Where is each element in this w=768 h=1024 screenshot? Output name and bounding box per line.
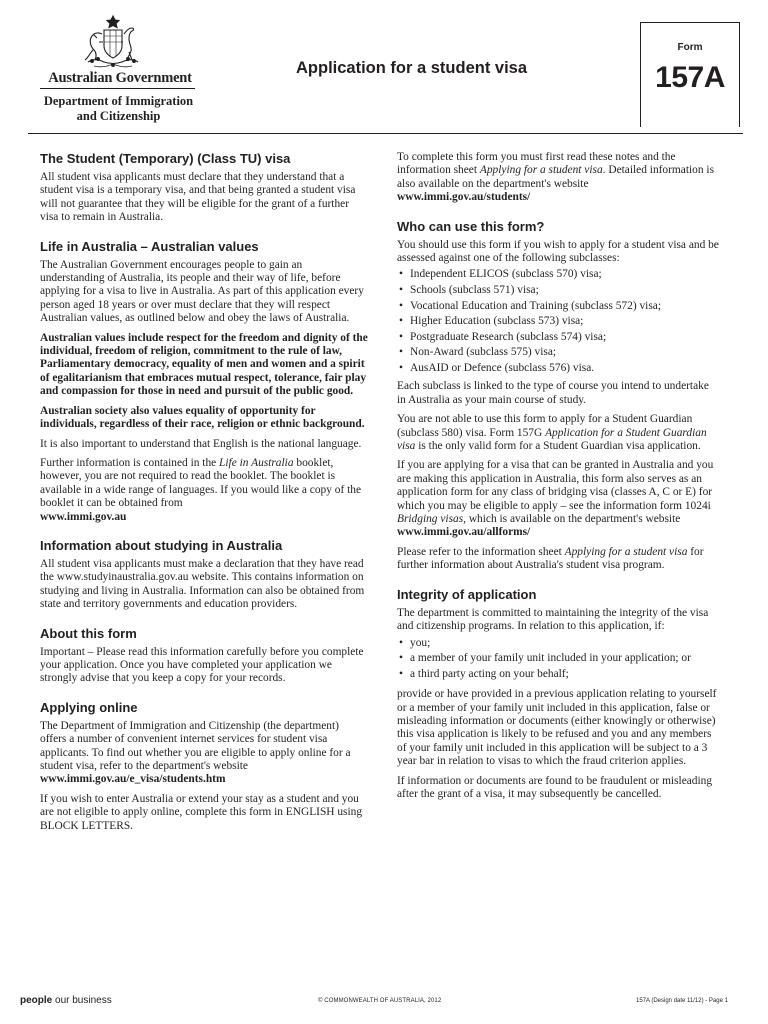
intro-paragraph xyxy=(397,151,719,205)
list-item: • Vocational Education and Training (subclass 572) visa; xyxy=(397,300,719,313)
text: is the only valid form for a Student Guardian visa application. xyxy=(415,440,701,453)
paragraph: The department is committed to maintaining the integrity of the visa and citizenship programs. In relation to this application, if: xyxy=(397,606,709,633)
website-url: www.immi.gov.au/students/ xyxy=(397,191,531,204)
text: Please refer to the information sheet xyxy=(397,545,565,558)
section-about-this-form xyxy=(40,626,368,686)
section-who-can-use xyxy=(397,219,719,573)
paragraph: All student visa applicants must make a declaration that they have read the www.studyinaustralia.gov.au website. This contains information on studying and living in Australia. Information can also be obtained from state and territory governments and education providers. xyxy=(40,557,365,611)
footer-page-info: 157A (Design date 11/12) - Page 1 xyxy=(636,998,728,1004)
section-australian-values xyxy=(40,239,368,524)
government-name: Australian Government xyxy=(48,70,192,86)
info-sheet-title: Applying for a student visa xyxy=(479,164,603,177)
section-heading: Information about studying in Australia xyxy=(40,537,283,553)
paragraph-info-sheet xyxy=(397,546,719,573)
text: You are not able to use this form to apply for a Student Guardian (subclass 580) visa. Form 157G xyxy=(397,413,693,439)
website-url: www.immi.gov.au/allforms/ xyxy=(397,526,531,539)
brand-bold: people xyxy=(20,995,53,1006)
text: Further information is contained in the xyxy=(40,456,220,469)
paragraph-online xyxy=(40,720,368,787)
booklet-title: Life in Australia xyxy=(219,456,294,469)
bridging-visas-title: Bridging visas xyxy=(397,513,464,526)
page-title: Application for a student visa xyxy=(296,59,528,77)
paragraph: The Australian Government encourages people to gain an understanding of Australia, its people and their way of life, before applying for a visa to live in Australia. As part of this application every person aged 18 years or over must declare that they will respect Australian values, as outlined below and obey the laws of Australia. xyxy=(40,258,364,325)
paragraph: If information or documents are found to be fraudulent or misleading after the grant of a visa, it may subsequently be cancelled. xyxy=(397,774,713,800)
brand-rest: our business xyxy=(52,995,112,1006)
section-studying-in-australia xyxy=(40,538,368,612)
section-heading: About this form xyxy=(40,625,137,641)
values-statement-equality: Australian society also values equality of opportunity for individuals, regardless of their race, religion or ethnic background. xyxy=(40,404,365,431)
form-number: 157A xyxy=(655,61,725,94)
department-line-1: Department of Immigration xyxy=(43,94,194,108)
paragraph: You should use this form if you wish to apply for a student visa and be assessed against one of the following subclasses: xyxy=(397,238,719,265)
info-sheet-title: Applying for a student visa xyxy=(564,545,688,558)
footer-copyright: © COMMONWEALTH OF AUSTRALIA, 2012 xyxy=(318,998,442,1004)
section-student-visa xyxy=(40,151,368,225)
values-statement: Australian values include respect for the freedom and dignity of the individual, freedom of religion, commitment to the rule of law, Parliamentary democracy, equality of men and women and a spirit of egalitarianism that embraces mutual respect, tolerance, fair play and compassion for those in need and pursuit of the public good. xyxy=(40,331,368,398)
section-applying-online xyxy=(40,700,368,833)
paragraph-bridging xyxy=(397,459,719,539)
list-item: • Higher Education (subclass 573) visa; xyxy=(397,315,719,328)
website-url: www.immi.gov.au/e_visa/students.htm xyxy=(40,773,226,786)
footer-brand xyxy=(20,995,112,1006)
text: The Department of Immigration and Citizenship (the department) offers a number of convenient internet services for student visa applicants. To find out whether you are eligible to apply online for a student visa, refer to the department's website xyxy=(40,719,351,772)
logo-divider xyxy=(40,88,195,89)
list-item: • Independent ELICOS (subclass 570) visa; xyxy=(397,268,719,281)
integrity-list xyxy=(397,637,719,682)
text: . Detailed information is also available on the department's website xyxy=(397,164,715,190)
list-item: • Schools (subclass 571) visa; xyxy=(397,284,719,297)
subclass-list xyxy=(397,268,719,375)
paragraph-booklet xyxy=(40,457,368,524)
text: booklet, however, you are not required to read the booklet. The booklet is available in a wide range of languages. If you would like a copy of the booklet it can be obtained from xyxy=(40,456,362,510)
paragraph: It is also important to understand that English is the national language. xyxy=(40,437,362,450)
paragraph: All student visa applicants must declare that they understand that a student visa is a temporary visa, and that being granted a student visa will not guarantee that they will be eligible for the grant of a further visa to remain in Australia. xyxy=(40,171,356,224)
left-column xyxy=(40,151,368,839)
form-number-box xyxy=(640,22,740,127)
paragraph-guardian xyxy=(397,413,719,453)
list-item: • a third party acting on your behalf; xyxy=(397,668,719,681)
paragraph: Important – Please read this information carefully before you complete your application. Once you have completed your application we strongly advise that you keep a copy for your records. xyxy=(40,645,364,685)
list-item: • Postgraduate Research (subclass 574) visa; xyxy=(397,331,719,344)
header-divider xyxy=(28,133,743,134)
guardian-form-title: Application for a Student Guardian visa xyxy=(397,426,707,453)
section-heading: Applying online xyxy=(40,699,138,715)
list-item: • AusAID or Defence (subclass 576) visa. xyxy=(397,362,719,375)
section-heading: Who can use this form? xyxy=(397,218,545,234)
paragraph: If you wish to enter Australia or extend your stay as a student and you are not eligible to apply online, complete this form in ENGLISH using BLOCK LETTERS. xyxy=(40,792,363,832)
coat-of-arms-icon xyxy=(80,14,146,74)
text: If you are applying for a visa that can be granted in Australia and you are making this application in Australia, this form also serves as an application form for any class of bridging visa (classes A, C or E) for which you may be eligible to apply – see the information form 1024i xyxy=(397,459,714,512)
department-name xyxy=(36,94,201,123)
list-item: • Non-Award (subclass 575) visa; xyxy=(397,346,719,359)
paragraph: Each subclass is linked to the type of course you intend to undertake in Australia as your main course of study. xyxy=(397,380,709,406)
paragraph: provide or have provided in a previous application relating to yourself or a member of your family unit included in this application, false or misleading information or documents (either knowingly or otherwise) this visa application is likely to be refused and you and any members of your family unit included in this application will be subject to a 3 year bar in relation to visas to which the fraud criterion applies. xyxy=(397,688,717,768)
list-item: • a member of your family unit included in your application; or xyxy=(397,652,719,665)
section-heading: Integrity of application xyxy=(397,586,537,602)
text: for further information about Australia's student visa program. xyxy=(397,545,704,572)
form-label: Form xyxy=(677,42,703,53)
text: , which is available on the department's website xyxy=(463,513,681,526)
right-column xyxy=(397,151,719,807)
list-item: • you; xyxy=(397,637,719,650)
section-heading: The Student (Temporary) (Class TU) visa xyxy=(40,151,291,166)
section-integrity xyxy=(397,587,719,802)
department-line-2: and Citizenship xyxy=(76,108,161,123)
website-url: www.immi.gov.au xyxy=(40,510,127,523)
section-heading: Life in Australia – Australian values xyxy=(40,238,259,254)
text: To complete this form you must first read these notes and the information sheet xyxy=(397,151,676,177)
